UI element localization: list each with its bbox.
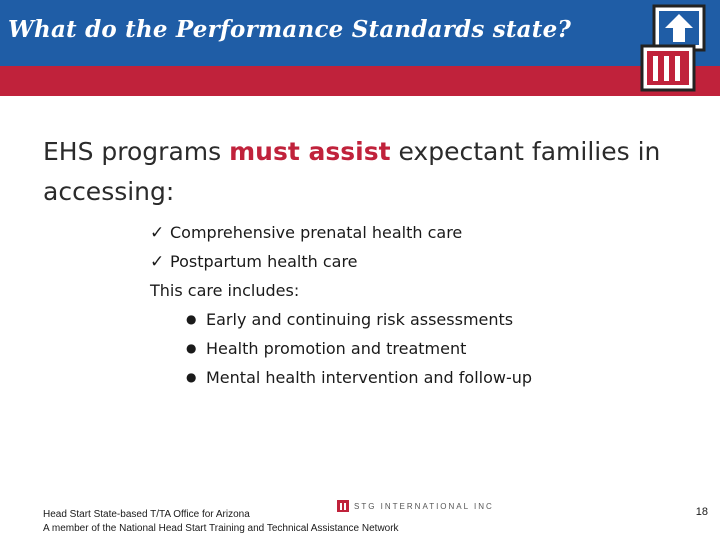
lead-paragraph (43, 132, 693, 212)
list-item-label: Health promotion and treatment (206, 339, 467, 358)
stg-mark-icon (336, 499, 350, 513)
checkmark-icon: ✓ (150, 252, 165, 272)
header-stripe (0, 66, 720, 96)
footer-line-2: A member of the National Head Start Training and Technical Assistance Network (43, 523, 399, 534)
check-item-label: Postpartum health care (170, 252, 358, 271)
blocks-logo-icon (634, 2, 714, 94)
page-number: 18 (695, 506, 708, 518)
check-item (150, 218, 690, 247)
stg-logo (336, 498, 494, 514)
includes-label: This care includes: (150, 281, 300, 300)
care-details (150, 218, 690, 392)
lead-emphasis: must assist (229, 137, 391, 166)
lead-end: expectant families in accessing: (43, 137, 661, 206)
bullet-icon: ● (186, 341, 197, 355)
lead-start: EHS programs (43, 137, 230, 166)
list-item (186, 334, 690, 363)
checkmark-icon: ✓ (150, 223, 165, 243)
stg-logo-text: STG INTERNATIONAL INC (354, 501, 494, 511)
list-item (186, 305, 690, 334)
bullet-icon: ● (186, 312, 197, 326)
check-item-label: Comprehensive prenatal health care (170, 223, 463, 242)
list-item-label: Early and continuing risk assessments (206, 310, 514, 329)
list-item-label: Mental health intervention and follow-up (206, 368, 533, 387)
slide-title: What do the Performance Standards state? (8, 16, 572, 43)
footer-line-1: Head Start State-based T/TA Office for Arizona (43, 509, 250, 520)
bullet-icon: ● (186, 370, 197, 384)
check-item (150, 247, 690, 276)
list-item (186, 363, 690, 392)
bullet-list (186, 305, 690, 392)
